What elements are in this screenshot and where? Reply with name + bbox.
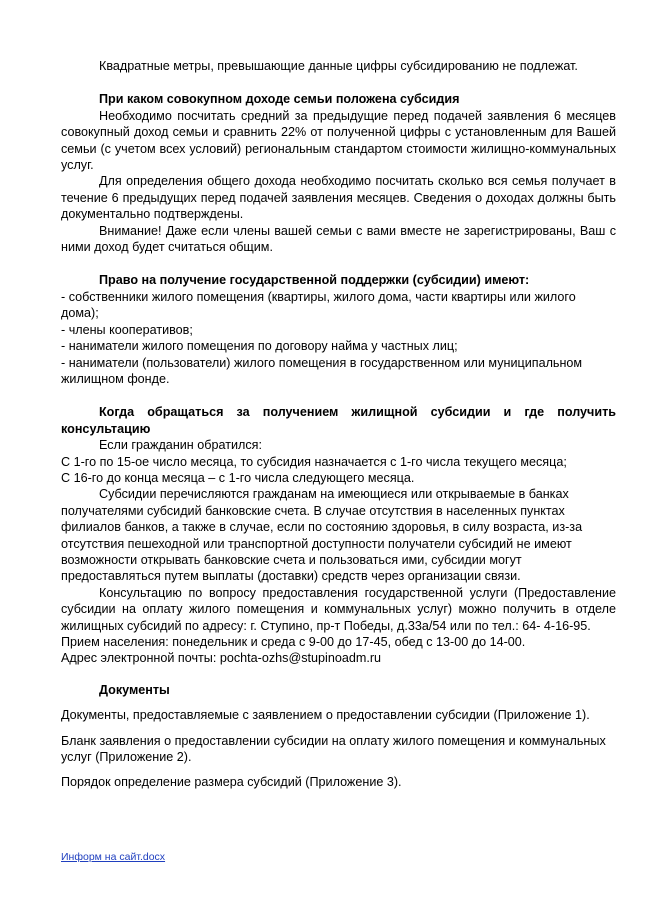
intro-paragraph: Квадратные метры, превышающие данные цифры субсидированию не подлежат. bbox=[99, 59, 578, 73]
list-item: - наниматели (пользователи) жилого помещения в государственном или муниципальном жилищном фонде. bbox=[61, 355, 583, 386]
docs-heading: Документы bbox=[99, 682, 170, 697]
income-paragraph-2: Для определения общего дохода необходимо посчитать сколько вся семья получает в течение 6 предыдущих перед подачей заявления месяцев. Сведения о доходах должны быть документально подтверждены. bbox=[61, 174, 616, 222]
when-paragraph-3: С 16-го до конца месяца – с 1-го числа следующего месяца. bbox=[61, 470, 415, 485]
rights-list bbox=[61, 289, 616, 387]
list-item: - члены кооперативов; bbox=[61, 322, 193, 337]
email-address: Адрес электронной почты: pochta-ozhs@stupinoadm.ru bbox=[61, 651, 382, 666]
income-paragraph-1: Необходимо посчитать средний за предыдущие перед подачей заявления 6 месяцев совокупный доход семьи и сравнить 22% от полученной цифры с установленным для Вашей семьи (с учетом всех условий) региональным стандартом стоимости жилищно-коммунальных услуг. bbox=[61, 108, 616, 173]
income-paragraph-3: Внимание! Даже если члены вашей семьи с вами вместе не зарегистрированы, Ваш с ними доход будет считаться общим. bbox=[61, 223, 616, 255]
docs-paragraph-3: Порядок определение размера субсидий (Приложение 3). bbox=[61, 775, 402, 790]
when-paragraph-4: Субсидии перечисляются гражданам на имеющиеся или открываемые в банках получателями субсидий банковские счета. В случае отсутствия в населенных пунктах филиалов банков, а также в случае, если по состоянию здоровья, в силу возраста, из-за отсутствия пешеходной или транспортной доступности получатели субсидий не имеют возможности открывать банковские счета и пользоваться ими, субсидии могут предоставляться путем выплаты (доставки) средств через организации связи. bbox=[61, 487, 583, 584]
when-paragraph-1: Если гражданин обратился: bbox=[99, 438, 262, 453]
rights-heading: Право на получение государственной поддержки (субсидии) имеют: bbox=[99, 273, 530, 288]
footer-file-link[interactable]: Информ на сайт.docx bbox=[61, 851, 166, 863]
when-paragraph-2: С 1-го по 15-ое число месяца, то субсидия назначается с 1-го числа текущего месяца; bbox=[61, 454, 567, 469]
list-item: - наниматели жилого помещения по договору найма у частных лиц; bbox=[61, 339, 458, 354]
list-item: - собственники жилого помещения (квартиры, жилого дома, части квартиры или жилого дома); bbox=[61, 289, 576, 321]
document-page bbox=[61, 58, 616, 791]
when-paragraph-5: Консультацию по вопросу предоставления государственной услуги (Предоставление субсидии на оплату жилого помещения и коммунальных услуг) можно получить в отделе жилищных субсидий по адресу: г. Ступино, пр-т Победы, д.33а/54 или по тел.: 64- 4-16-95. bbox=[61, 585, 616, 633]
docs-paragraph-2: Бланк заявления о предоставлении субсидии на оплату жилого помещения и коммунальных услуг (Приложение 2). bbox=[61, 733, 606, 765]
docs-paragraph-1: Документы, предоставляемые с заявлением о предоставлении субсидии (Приложение 1). bbox=[61, 708, 590, 723]
when-heading: Когда обращаться за получением жилищной субсидии и где получить консультацию bbox=[61, 405, 616, 436]
income-heading: При каком совокупном доходе семьи положена субсидия bbox=[99, 92, 460, 107]
reception-hours: Прием населения: понедельник и среда с 9-00 до 17-45, обед с 13-00 до 14-00. bbox=[61, 635, 526, 649]
